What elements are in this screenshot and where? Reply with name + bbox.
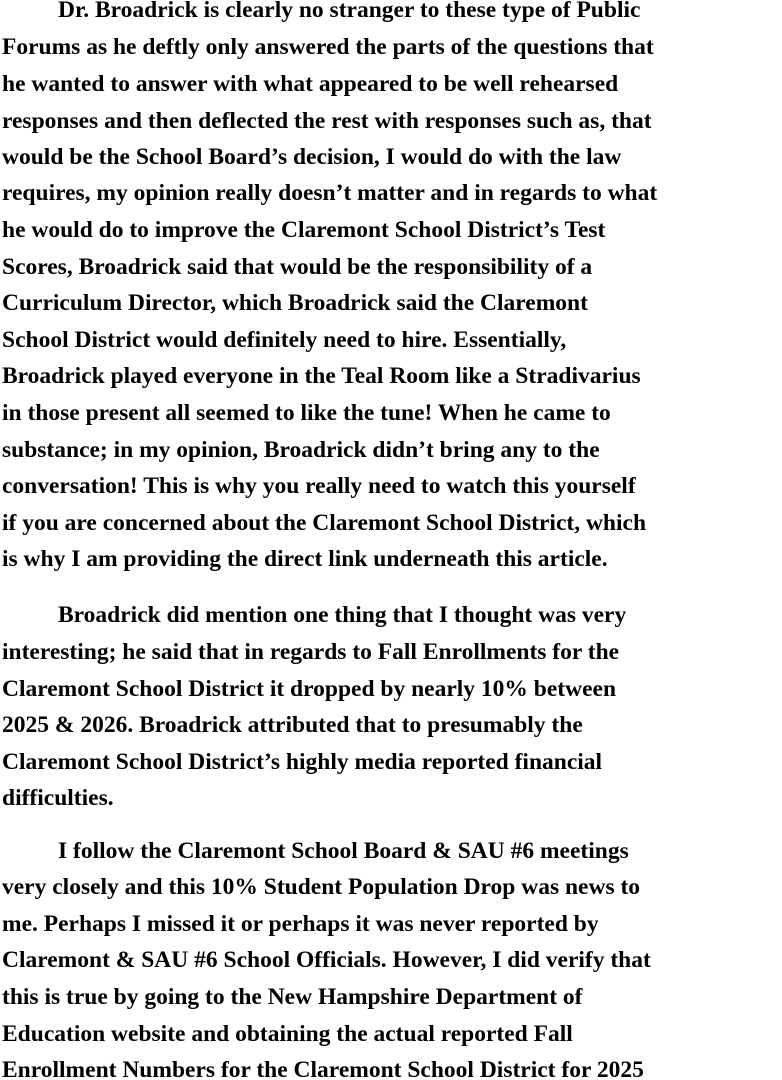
text-line: if you are concerned about the Claremont School District, which <box>2 510 647 536</box>
text-line: very closely and this 10% Student Population Drop was news to <box>2 874 641 900</box>
text-line: Claremont School District’s highly media reported financial <box>2 749 603 775</box>
text-line: Claremont School District it dropped by nearly 10% between <box>2 676 617 702</box>
text-line: is why I am providing the direct link underneath this article. <box>2 546 608 572</box>
text-line: interesting; he said that in regards to Fall Enrollments for the <box>2 639 620 665</box>
text-line: 2025 & 2026. Broadrick attributed that to presumably the <box>2 712 583 738</box>
text-line: Broadrick played everyone in the Teal Room like a Stradivarius <box>2 363 641 389</box>
text-line: in those present all seemed to like the tune! When he came to <box>2 400 611 426</box>
text-line: I follow the Claremont School Board & SAU #6 meetings <box>58 838 629 864</box>
text-line: difficulties. <box>2 785 114 811</box>
text-line: Scores, Broadrick said that would be the responsibility of a <box>2 254 593 280</box>
text-line: substance; in my opinion, Broadrick didn’t bring any to the <box>2 437 600 463</box>
text-line: requires, my opinion really doesn’t matter and in regards to what <box>2 180 658 206</box>
text-line: Claremont & SAU #6 School Officials. However, I did verify that <box>2 947 651 973</box>
text-line: Broadrick did mention one thing that I thought was very <box>58 602 627 628</box>
text-line: me. Perhaps I missed it or perhaps it was never reported by <box>2 911 599 937</box>
text-line: he would do to improve the Claremont School District’s Test <box>2 217 606 243</box>
text-line: responses and then deflected the rest with responses such as, that <box>2 108 652 134</box>
text-line: Enrollment Numbers for the Claremont School District for 2025 <box>2 1057 644 1080</box>
text-line: Curriculum Director, which Broadrick said the Claremont <box>2 290 588 316</box>
text-line: School District would definitely need to hire. Essentially, <box>2 327 567 353</box>
text-line: Forums as he deftly only answered the parts of the questions that <box>2 34 654 60</box>
text-line: would be the School Board’s decision, I would do with the law <box>2 144 622 170</box>
text-line: conversation! This is why you really need to watch this yourself <box>2 473 636 499</box>
text-line: this is true by going to the New Hampshire Department of <box>2 984 583 1010</box>
text-line: Education website and obtaining the actual reported Fall <box>2 1021 573 1047</box>
text-line: he wanted to answer with what appeared to be well rehearsed <box>2 71 619 97</box>
text-line: Dr. Broadrick is clearly no stranger to these type of Public <box>58 0 641 23</box>
